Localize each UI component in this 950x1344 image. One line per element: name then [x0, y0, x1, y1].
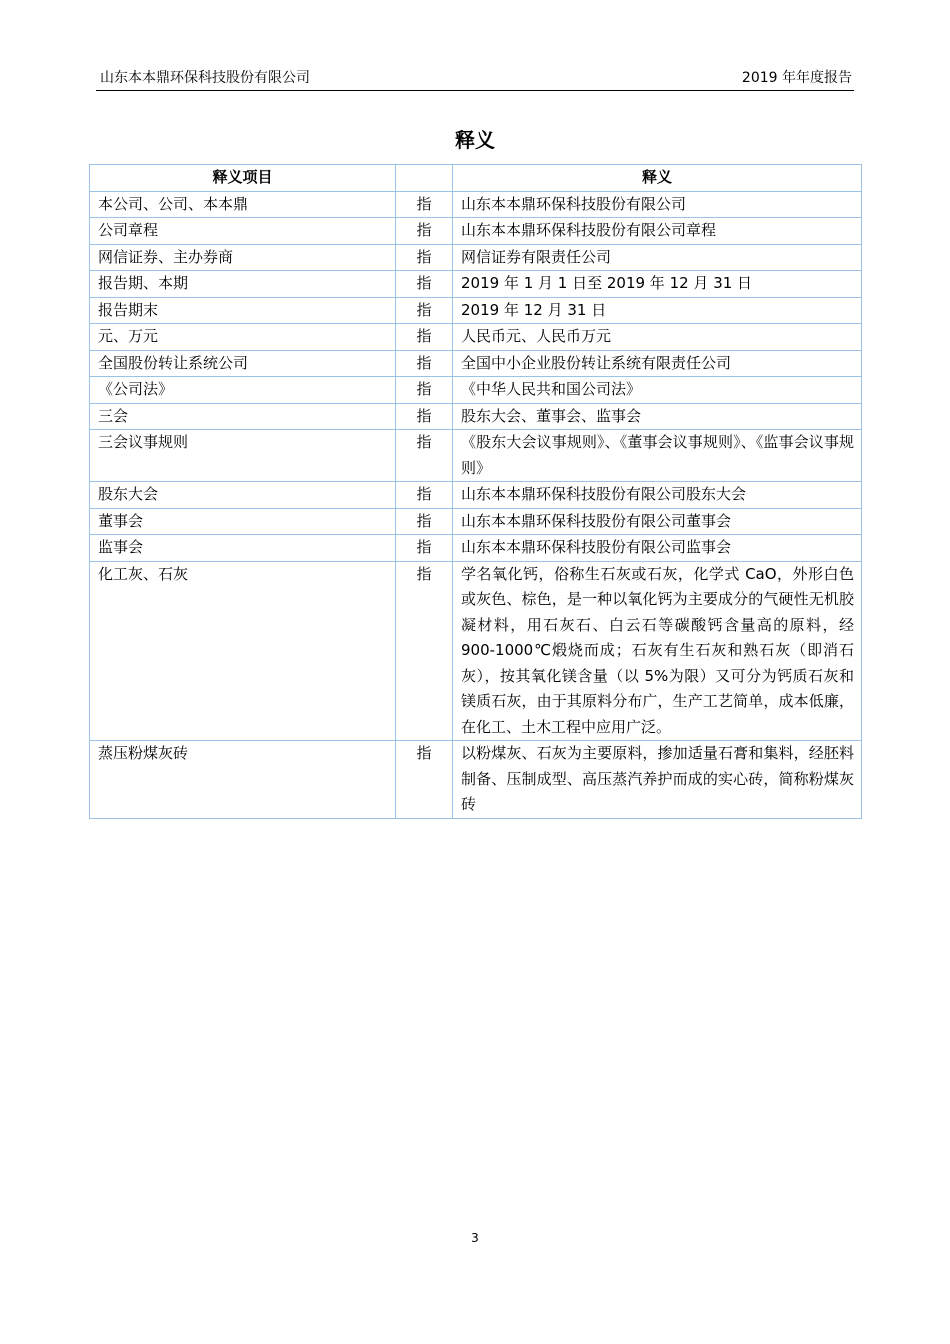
header-definition: 释义: [453, 165, 862, 192]
table-row: [90, 561, 862, 741]
table-row: [90, 297, 862, 324]
cell-refers: 指: [396, 508, 453, 535]
cell-refers: 指: [396, 377, 453, 404]
cell-refers: 指: [396, 324, 453, 351]
cell-term: 全国股份转让系统公司: [90, 350, 396, 377]
cell-term: 《公司法》: [90, 377, 396, 404]
cell-term: 监事会: [90, 535, 396, 562]
table-row: [90, 508, 862, 535]
cell-definition: 2019 年 1 月 1 日至 2019 年 12 月 31 日: [453, 271, 862, 298]
cell-definition: 全国中小企业股份转让系统有限责任公司: [453, 350, 862, 377]
cell-term: 报告期末: [90, 297, 396, 324]
header-company-name: 山东本本鼎环保科技股份有限公司: [100, 70, 310, 86]
cell-refers: 指: [396, 244, 453, 271]
cell-refers: 指: [396, 218, 453, 245]
table-row: [90, 741, 862, 819]
cell-term: 化工灰、石灰: [90, 561, 396, 741]
cell-definition: 以粉煤灰、石灰为主要原料，掺加适量石膏和集料，经胚料制备、压制成型、高压蒸汽养护而成的实心砖，简称粉煤灰砖: [453, 741, 862, 819]
cell-refers: 指: [396, 741, 453, 819]
cell-definition: 《股东大会议事规则》、《董事会议事规则》、《监事会议事规则》: [453, 430, 862, 482]
cell-term: 元、万元: [90, 324, 396, 351]
cell-term: 公司章程: [90, 218, 396, 245]
table-row: [90, 324, 862, 351]
cell-refers: 指: [396, 403, 453, 430]
cell-definition: 山东本本鼎环保科技股份有限公司董事会: [453, 508, 862, 535]
cell-definition: 2019 年 12 月 31 日: [453, 297, 862, 324]
table-row: [90, 218, 862, 245]
table-header-row: [90, 165, 862, 192]
cell-refers: 指: [396, 350, 453, 377]
cell-refers: 指: [396, 535, 453, 562]
cell-definition: 学名氧化钙，俗称生石灰或石灰，化学式 CaO，外形白色或灰色、棕色，是一种以氧化钙为主要成分的气硬性无机胶凝材料，用石灰石、白云石等碳酸钙含量高的原料，经 900-1000℃煅烧而成；石灰有生石灰和熟石灰（即消石灰），按其氧化镁含量（以 5%为限）又可分为钙质石灰和镁质石灰，由于其原料分布广，生产工艺简单，成本低廉，在化工、土木工程中应用广泛。: [453, 561, 862, 741]
table-row: [90, 403, 862, 430]
header-term: 释义项目: [90, 165, 396, 192]
cell-term: 报告期、本期: [90, 271, 396, 298]
table-row: [90, 377, 862, 404]
table-row: [90, 191, 862, 218]
glossary-table: [89, 164, 862, 819]
table-row: [90, 350, 862, 377]
cell-definition: 人民币元、人民币万元: [453, 324, 862, 351]
header-refers: [396, 165, 453, 192]
cell-definition: 山东本本鼎环保科技股份有限公司章程: [453, 218, 862, 245]
cell-term: 董事会: [90, 508, 396, 535]
table-row: [90, 535, 862, 562]
cell-refers: 指: [396, 561, 453, 741]
cell-term: 网信证券、主办券商: [90, 244, 396, 271]
cell-term: 三会: [90, 403, 396, 430]
cell-refers: 指: [396, 297, 453, 324]
cell-definition: 网信证券有限责任公司: [453, 244, 862, 271]
table-row: [90, 271, 862, 298]
table-row: [90, 482, 862, 509]
cell-definition: 股东大会、董事会、监事会: [453, 403, 862, 430]
page-title: 释义: [455, 128, 495, 152]
cell-refers: 指: [396, 271, 453, 298]
cell-term: 股东大会: [90, 482, 396, 509]
cell-definition: 山东本本鼎环保科技股份有限公司: [453, 191, 862, 218]
cell-term: 三会议事规则: [90, 430, 396, 482]
page-header: [96, 68, 854, 91]
cell-refers: 指: [396, 482, 453, 509]
cell-definition: 山东本本鼎环保科技股份有限公司股东大会: [453, 482, 862, 509]
table-row: [90, 244, 862, 271]
cell-refers: 指: [396, 191, 453, 218]
cell-term: 蒸压粉煤灰砖: [90, 741, 396, 819]
page-number: 3: [471, 1231, 479, 1245]
header-report-title: 2019 年年度报告: [741, 70, 852, 86]
cell-term: 本公司、公司、本本鼎: [90, 191, 396, 218]
cell-definition: 《中华人民共和国公司法》: [453, 377, 862, 404]
cell-definition: 山东本本鼎环保科技股份有限公司监事会: [453, 535, 862, 562]
table-row: [90, 430, 862, 482]
cell-refers: 指: [396, 430, 453, 482]
